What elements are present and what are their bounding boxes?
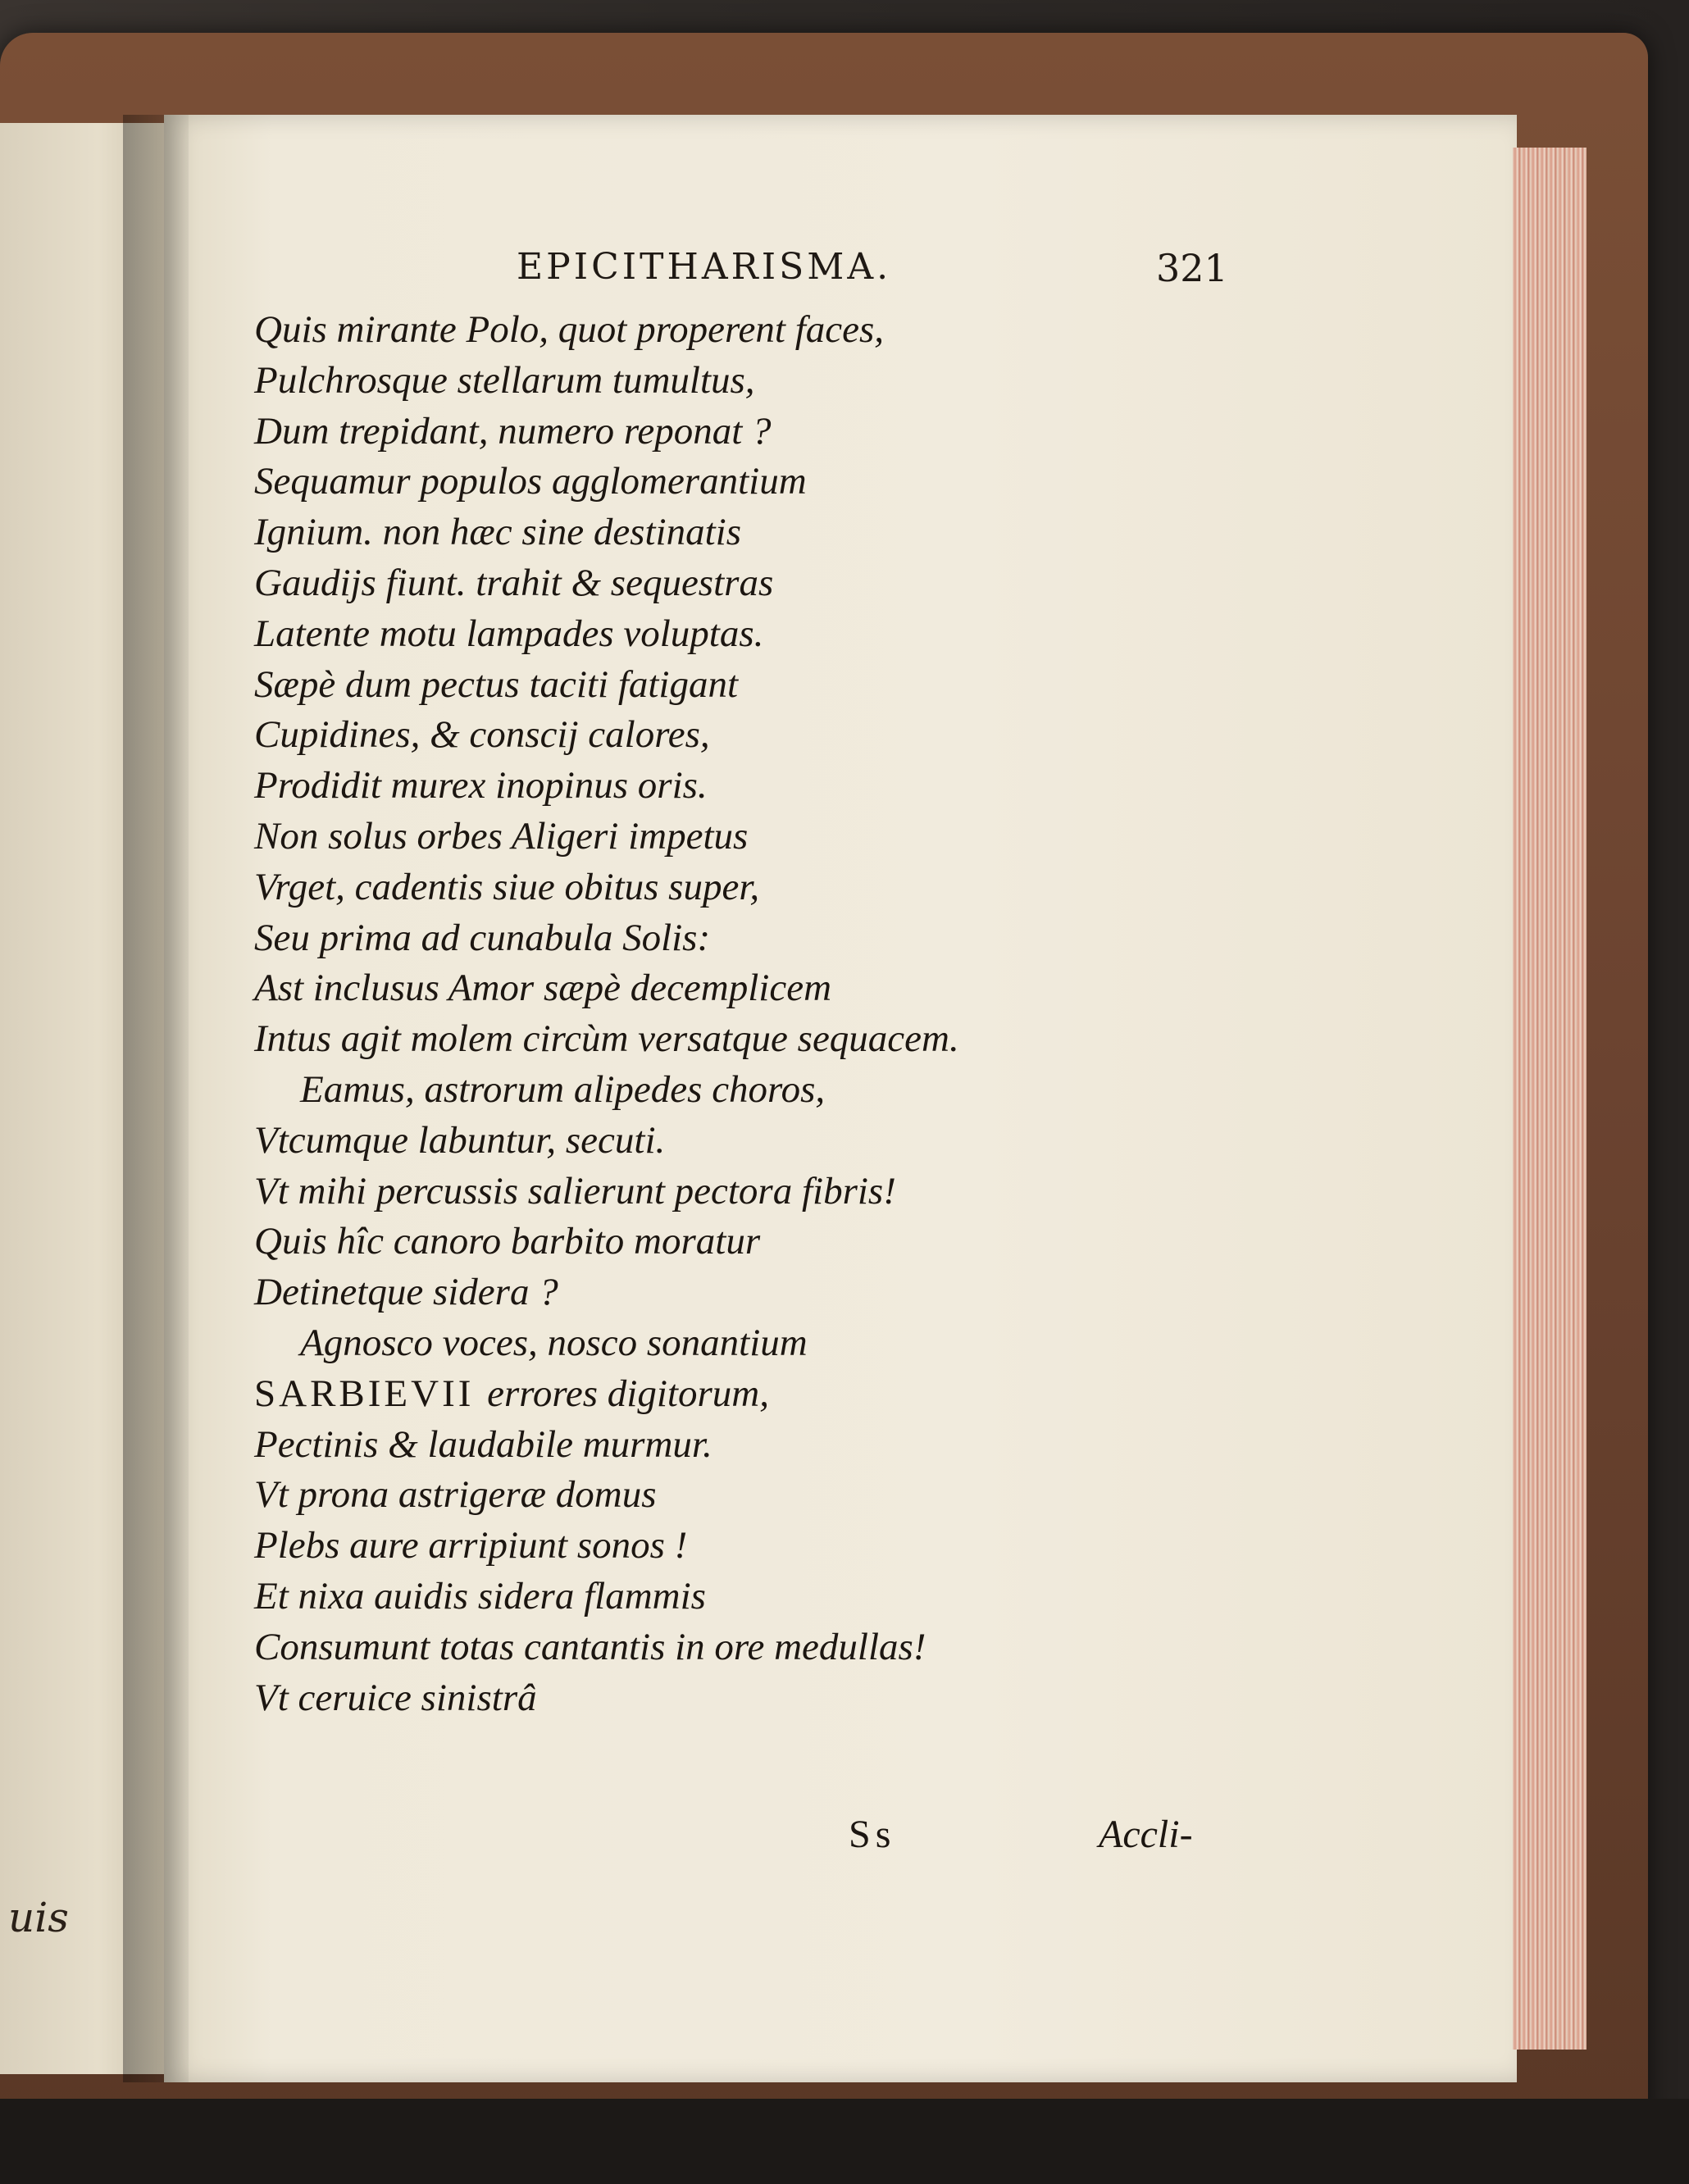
verse-text: Vtcumque labuntur, secuti. bbox=[254, 1118, 666, 1162]
verse-text: Eamus, astrorum alipedes choros, bbox=[300, 1067, 826, 1111]
verse-text: Agnosco voces, nosco sonantium bbox=[300, 1321, 808, 1364]
page-footer bbox=[164, 1812, 1517, 1869]
verse-line bbox=[254, 609, 1238, 660]
verse-line bbox=[254, 761, 1238, 812]
verse-line bbox=[254, 1622, 1238, 1673]
verse-line bbox=[254, 913, 1238, 964]
page-fore-edge bbox=[1513, 148, 1587, 2050]
verse-line bbox=[254, 1167, 1238, 1217]
verse-line bbox=[254, 1572, 1238, 1622]
verse-text: Intus agit molem circùm versatque sequacem. bbox=[254, 1017, 959, 1061]
verse-line bbox=[254, 356, 1238, 407]
verse-text: Quis mirante Polo, quot properent faces, bbox=[254, 308, 885, 351]
verse-text: Sæpè dum pectus taciti fatigant bbox=[254, 662, 739, 706]
verse-line bbox=[254, 660, 1238, 711]
verse-line bbox=[254, 457, 1238, 507]
verse-line bbox=[254, 812, 1238, 862]
author-name: SARBIEVII bbox=[254, 1372, 488, 1415]
verse-line bbox=[254, 1267, 1238, 1318]
verse-line bbox=[254, 1673, 1238, 1724]
verse-line bbox=[254, 1065, 1238, 1116]
verse-line bbox=[254, 1521, 1238, 1572]
verse-text: Pulchrosque stellarum tumultus, bbox=[254, 358, 755, 402]
verse-line bbox=[254, 305, 1238, 356]
gutter-shadow bbox=[123, 115, 189, 2082]
verse-text: Dum trepidant, numero reponat ? bbox=[254, 409, 772, 453]
verse-line bbox=[254, 963, 1238, 1014]
verse-text: Seu prima ad cunabula Solis: bbox=[254, 916, 711, 959]
signature-mark: Ss bbox=[849, 1813, 896, 1856]
verse-text: Vrget, cadentis siue obitus super, bbox=[254, 865, 760, 908]
verse-line bbox=[254, 1217, 1238, 1267]
verse-line bbox=[254, 1116, 1238, 1167]
verse-text: errores digitorum, bbox=[487, 1372, 769, 1415]
verse-line bbox=[254, 558, 1238, 609]
verse-text: Gaudijs fiunt. trahit & sequestras bbox=[254, 561, 774, 604]
verse-text: Quis hîc canoro barbito moratur bbox=[254, 1220, 761, 1263]
verse-line bbox=[254, 407, 1238, 457]
verse-line bbox=[254, 710, 1238, 761]
verse-line bbox=[254, 1420, 1238, 1471]
verse-line bbox=[254, 1470, 1238, 1521]
verse-text: Detinetque sidera ? bbox=[254, 1271, 558, 1314]
verse-text: Latente motu lampades voluptas. bbox=[254, 612, 764, 655]
catchword: Accli- bbox=[1099, 1813, 1193, 1856]
verse-line bbox=[254, 1014, 1238, 1065]
scan-background bbox=[0, 2099, 1689, 2184]
verse-text: Consumunt totas cantantis in ore medullas! bbox=[254, 1625, 926, 1668]
verse-line bbox=[254, 1318, 1238, 1369]
verse-text: Plebs aure arripiunt sonos ! bbox=[254, 1524, 688, 1567]
left-page-margin-word: uis bbox=[8, 1894, 69, 1941]
verse-line bbox=[254, 862, 1238, 913]
page-number: 321 bbox=[1156, 246, 1228, 290]
verse-text: Vt prona astrigeræ domus bbox=[254, 1473, 657, 1517]
verse-text: Ast inclusus Amor sæpè decemplicem bbox=[254, 967, 832, 1010]
verse-text: Cupidines, & conscij calores, bbox=[254, 713, 710, 757]
verse-text: Et nixa auidis sidera flammis bbox=[254, 1574, 706, 1618]
running-header bbox=[164, 246, 1517, 295]
verse-text: Non solus orbes Aligeri impetus bbox=[254, 814, 749, 858]
verse-text: Ignium. non hæc sine destinatis bbox=[254, 511, 741, 554]
poem-text bbox=[254, 305, 1238, 1723]
verse-text: Pectinis & laudabile murmur. bbox=[254, 1422, 712, 1466]
verse-line bbox=[254, 1369, 1238, 1420]
verse-text: Vt ceruice sinistrâ bbox=[254, 1676, 537, 1719]
verse-line bbox=[254, 507, 1238, 558]
verse-text: Prodidit murex inopinus oris. bbox=[254, 764, 708, 808]
verse-text: Vt mihi percussis salierunt pectora fibris! bbox=[254, 1169, 896, 1213]
verse-text: Sequamur populos agglomerantium bbox=[254, 460, 807, 503]
running-title: EPICITHARISMA. bbox=[517, 246, 892, 288]
